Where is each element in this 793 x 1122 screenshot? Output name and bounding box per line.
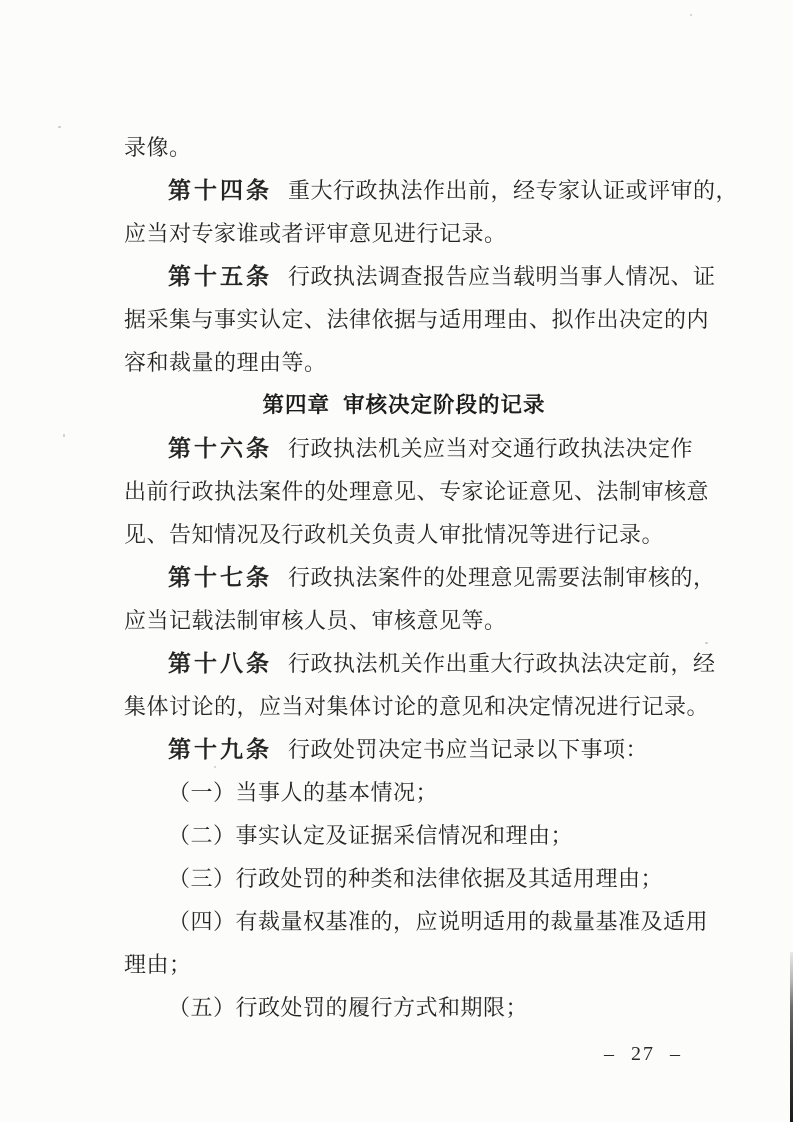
line-text: 应当记载法制审核人员、审核意见等。 [124, 608, 507, 633]
line-text: 出前行政执法案件的处理意见、专家论证意见、法制审核意 [124, 479, 710, 504]
body-line [124, 212, 684, 255]
list-item-line [124, 900, 709, 943]
body-line [124, 599, 684, 642]
article-line [124, 427, 694, 470]
list-item-line [124, 814, 684, 857]
scan-speck [705, 642, 708, 644]
line-text: （四）有裁量权基准的，应说明适用的裁量基准及适用 [168, 909, 709, 934]
article-line [124, 556, 716, 599]
document-body [124, 126, 739, 1029]
chapter-number: 第四章 [262, 393, 330, 418]
body-line [124, 513, 684, 556]
article-line [124, 642, 716, 685]
article-number: 第十九条 [168, 737, 272, 762]
line-text: 容和裁量的理由等。 [124, 350, 327, 375]
article-line [124, 169, 739, 212]
line-text: 行政执法调查报告应当载明当事人情况、证 [288, 264, 716, 289]
line-text: 行政执法案件的处理意见需要法制审核的， [288, 565, 716, 590]
line-text: 行政处罚决定书应当记录以下事项： [288, 737, 649, 762]
article-number: 第十五条 [168, 264, 272, 289]
article-number: 第十六条 [168, 436, 272, 461]
list-item-line [124, 986, 684, 1029]
article-number: 第十八条 [168, 651, 272, 676]
article-number: 第十四条 [168, 178, 272, 203]
body-line [124, 126, 684, 169]
article-number: 第十七条 [168, 565, 272, 590]
line-text: 录像。 [124, 135, 192, 160]
line-text: （二）事实认定及证据采信情况和理由； [168, 823, 574, 848]
line-text: 集体讨论的，应当对集体讨论的意见和决定情况进行记录。 [124, 694, 710, 719]
body-line [124, 685, 710, 728]
line-text: （五）行政处罚的履行方式和期限； [168, 995, 529, 1020]
line-text: 行政执法机关作出重大行政执法决定前，经 [288, 651, 716, 676]
scan-speck [63, 434, 65, 437]
list-item-line [124, 771, 684, 814]
line-text: 据采集与事实认定、法律依据与适用理由、拟作出决定的内 [124, 307, 710, 332]
article-line [124, 255, 716, 298]
line-text: 应当对专家谁或者评审意见进行记录。 [124, 221, 507, 246]
scan-speck [214, 766, 216, 768]
line-text: （一）当事人的基本情况； [168, 780, 439, 805]
page-number: – 27 – [604, 1043, 682, 1065]
line-text: 见、告知情况及行政机关负责人审批情况等进行记录。 [124, 522, 665, 547]
list-item-line [124, 857, 684, 900]
chapter-heading [124, 384, 684, 427]
body-line [124, 298, 710, 341]
chapter-title: 审核决定阶段的记录 [343, 393, 546, 418]
scan-speck [58, 126, 61, 128]
line-text: 重大行政执法作出前，经专家认证或评审的， [288, 178, 739, 203]
body-line [124, 470, 710, 513]
body-line [124, 943, 684, 986]
line-text: 理由； [124, 952, 192, 977]
body-line [124, 341, 684, 384]
article-line [124, 728, 684, 771]
line-text: （三）行政处罚的种类和法律依据及其适用理由； [168, 866, 664, 891]
scan-speck [690, 14, 692, 16]
line-text: 行政执法机关应当对交通行政执法决定作 [288, 436, 694, 461]
